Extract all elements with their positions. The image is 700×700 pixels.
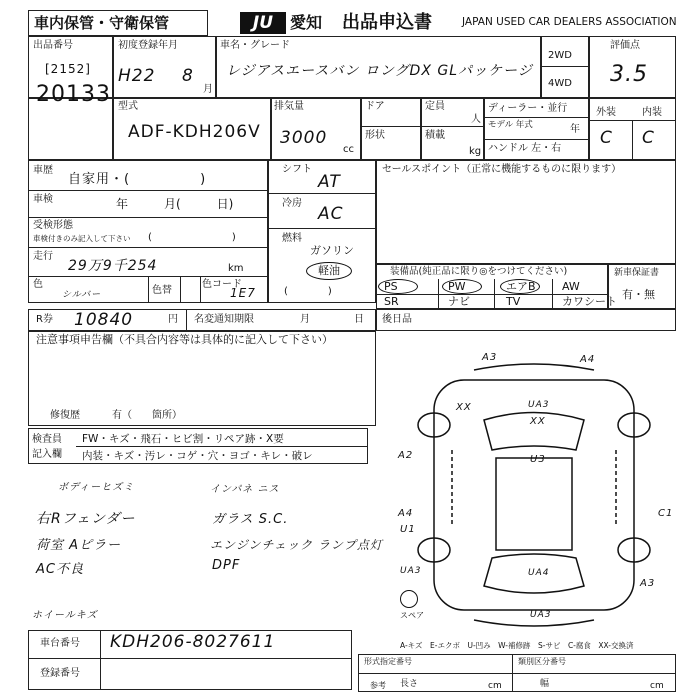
checker-label2: 記入欄 <box>32 449 62 460</box>
shape-label: 形状 <box>365 130 385 141</box>
receipt-label: 受検形態 <box>33 220 73 231</box>
note-line2a: 右Rフェンダー <box>36 511 136 527</box>
inspection-label: 車検 <box>33 194 53 205</box>
equipment-circle <box>500 279 540 294</box>
dealer-label: ディーラー・並行 <box>488 103 568 114</box>
repair-value: 有（ 箇所） <box>112 410 182 421</box>
mark-ua3: UA3 <box>528 400 550 410</box>
notes-label: 注意事項申告欄（不具合内容等は具体的に記入して下さい） <box>36 333 333 346</box>
mileage-label: 走行 <box>33 251 53 262</box>
code-value: 1E7 <box>230 286 256 300</box>
mark-a3-right: A3 <box>640 578 656 589</box>
grade-label: 評価点 <box>610 40 640 51</box>
model-value: レジアスエースバン ロングDX GLパッケージ <box>226 63 533 79</box>
mark-a4: A4 <box>398 508 414 519</box>
note-line6: ガラス S.C. <box>212 512 289 527</box>
equipment-circle <box>442 279 482 294</box>
note-line3a: 荷室 Aピラー <box>36 538 122 553</box>
length-label: 長さ <box>400 679 419 689</box>
receipt-note: 車検付きのみ記入して下さい <box>33 234 131 243</box>
note-line3b: エンジンチェック ランプ点灯 <box>210 538 383 552</box>
int-value: C <box>642 128 655 148</box>
cm-unit-1: cm <box>488 681 502 691</box>
logo-region: 愛知 <box>290 13 323 32</box>
mark-xx2: XX <box>530 416 546 427</box>
note-line4b: DPF <box>212 558 241 573</box>
spare-label: スペア <box>400 611 424 620</box>
fuel-circle <box>306 262 352 280</box>
mileage-value: 29万9千254 <box>68 258 158 274</box>
fuel-value1: ガソリン <box>310 244 354 257</box>
year-unit: 年 <box>570 124 580 135</box>
disp-unit: cc <box>343 144 354 155</box>
mark-u1: U1 <box>400 524 416 535</box>
equipment-label: 装備品(純正品に限り◎をつけてください) <box>390 266 568 277</box>
legend: A-キズ E-エクボ U-凹み W-補修跡 S-サビ C-腐食 XX-交換済 <box>400 641 634 650</box>
lot-small: [2152] <box>45 62 91 76</box>
checker-row2: 内装・キズ・汚レ・コゲ・穴・ヨゴ・キレ・破レ <box>82 450 313 462</box>
note-line5: ホイールキズ <box>32 610 98 621</box>
equipment-item: カワシート <box>562 295 617 308</box>
mark-a3-bottom: UA3 <box>530 610 552 620</box>
vin-value: KDH206-8027611 <box>110 632 276 652</box>
width-label: 幅 <box>540 679 550 689</box>
rear-box <box>376 309 676 331</box>
disp-label: 排気量 <box>274 101 304 112</box>
fuel-value2: 軽油 <box>318 264 340 277</box>
ext-value: C <box>600 128 613 148</box>
rear-label: 後日品 <box>382 314 412 325</box>
rken-label: R券 <box>36 314 53 325</box>
ext-label: 外装 <box>596 107 616 118</box>
door-label: ドア <box>365 101 385 112</box>
equipment-item: エアB <box>506 280 536 293</box>
handle-label: ハンドル 左・右 <box>488 143 562 154</box>
fuel-label: 燃料 <box>282 233 302 244</box>
note-line2b: インパネ ニス <box>210 484 280 495</box>
lot-label: 出品番号 <box>33 40 73 51</box>
equipment-item: SR <box>384 295 399 308</box>
lot-number: 20133 <box>36 82 111 107</box>
equipment-item: TV <box>506 295 521 308</box>
repaint-label: 色替 <box>152 285 172 296</box>
insurance-label: 新車保証書 <box>614 268 660 278</box>
equipment-item: AW <box>562 280 580 293</box>
drive-4wd: 4WD <box>548 78 572 89</box>
era-year: H22 <box>118 66 156 86</box>
checker-label1: 検査員 <box>32 434 62 445</box>
tax-label: 名変通知期限 <box>194 314 254 325</box>
mark-top-right: A4 <box>580 354 596 365</box>
sales-label: セールスポイント（正常に機能するものに限ります） <box>382 164 622 175</box>
month-unit: 月 <box>203 84 213 95</box>
storage-label: 車内保管・守衛保管 <box>34 14 170 32</box>
insurance-value: 有・無 <box>622 288 655 301</box>
disp-value: 3000 <box>280 128 328 148</box>
mark-ua4: UA4 <box>528 568 550 578</box>
mark-xx1: XX <box>456 402 472 413</box>
color-label: 色 <box>33 279 43 290</box>
receipt-paren: ( ) <box>148 232 236 243</box>
repair-label: 修復歴 <box>50 410 80 421</box>
cm-unit-2: cm <box>650 681 664 691</box>
tax-day-unit: 日 <box>354 314 364 325</box>
class-label: 類別区分番号 <box>518 657 566 666</box>
equipment-item: ナビ <box>448 295 470 308</box>
fuel-paren: ( ) <box>284 286 332 297</box>
rken-value: 10840 <box>74 310 134 330</box>
capacity-unit: 人 <box>471 114 481 125</box>
mark-c1: C1 <box>658 508 674 519</box>
reg-label: 初度登録年月 <box>118 40 178 51</box>
form-title: 出品申込書 <box>342 12 432 33</box>
model-year-label: モデル 年式 <box>488 120 533 130</box>
model-label: 車名・グレード <box>220 40 290 51</box>
reg-number-label: 登録番号 <box>40 668 80 679</box>
model-spec-label: 形式指定番号 <box>364 657 412 666</box>
note-line4a: AC不良 <box>36 562 84 577</box>
color-value: シルバー <box>62 290 102 300</box>
history-label: 車歴 <box>33 165 53 176</box>
equipment-item: PW <box>448 280 466 293</box>
equipment-item: PS <box>384 280 398 293</box>
mark-left1: A2 <box>398 450 414 461</box>
mark-ua3-bottom: UA3 <box>400 566 422 576</box>
spare-circle <box>400 590 418 608</box>
grade-value: 3.5 <box>610 62 648 87</box>
rken-unit: 円 <box>168 314 178 325</box>
org-name: JAPAN USED CAR DEALERS ASSOCIATION <box>462 16 677 28</box>
history-value: 自家用・( ) <box>68 172 207 187</box>
int-label: 内装 <box>642 107 662 118</box>
code-label: 色コード <box>202 279 242 290</box>
type-label: 型式 <box>118 101 138 112</box>
vin-label: 車台番号 <box>40 638 80 649</box>
checker-row1: FW・キズ・飛石・ヒビ割・リペア跡・X要 <box>82 433 284 445</box>
reg-month: 8 <box>182 66 194 86</box>
mark-top-left: A3 <box>482 352 498 363</box>
shift-value: AT <box>318 172 341 192</box>
shift-label: シフト <box>282 164 312 175</box>
mark-center: U3 <box>530 454 546 465</box>
equipment-circle <box>378 279 418 294</box>
note-line1: ボディーヒズミ <box>58 482 135 493</box>
load-label: 積載 <box>425 130 445 141</box>
drive-2wd: 2WD <box>548 50 572 61</box>
inspection-value: 年 月( 日) <box>116 197 234 211</box>
mileage-unit: km <box>228 263 244 274</box>
ac-value: AC <box>318 204 344 224</box>
load-unit: kg <box>469 146 482 157</box>
type-value: ADF-KDH206V <box>128 122 261 142</box>
ac-label: 冷房 <box>282 198 302 209</box>
capacity-label: 定員 <box>425 101 445 112</box>
ref-label-1: 参考 <box>370 681 386 690</box>
car-diagram <box>404 350 664 640</box>
ju-logo <box>240 12 286 34</box>
logo-mark: JU <box>252 13 274 33</box>
tax-month-unit: 月 <box>300 314 310 325</box>
